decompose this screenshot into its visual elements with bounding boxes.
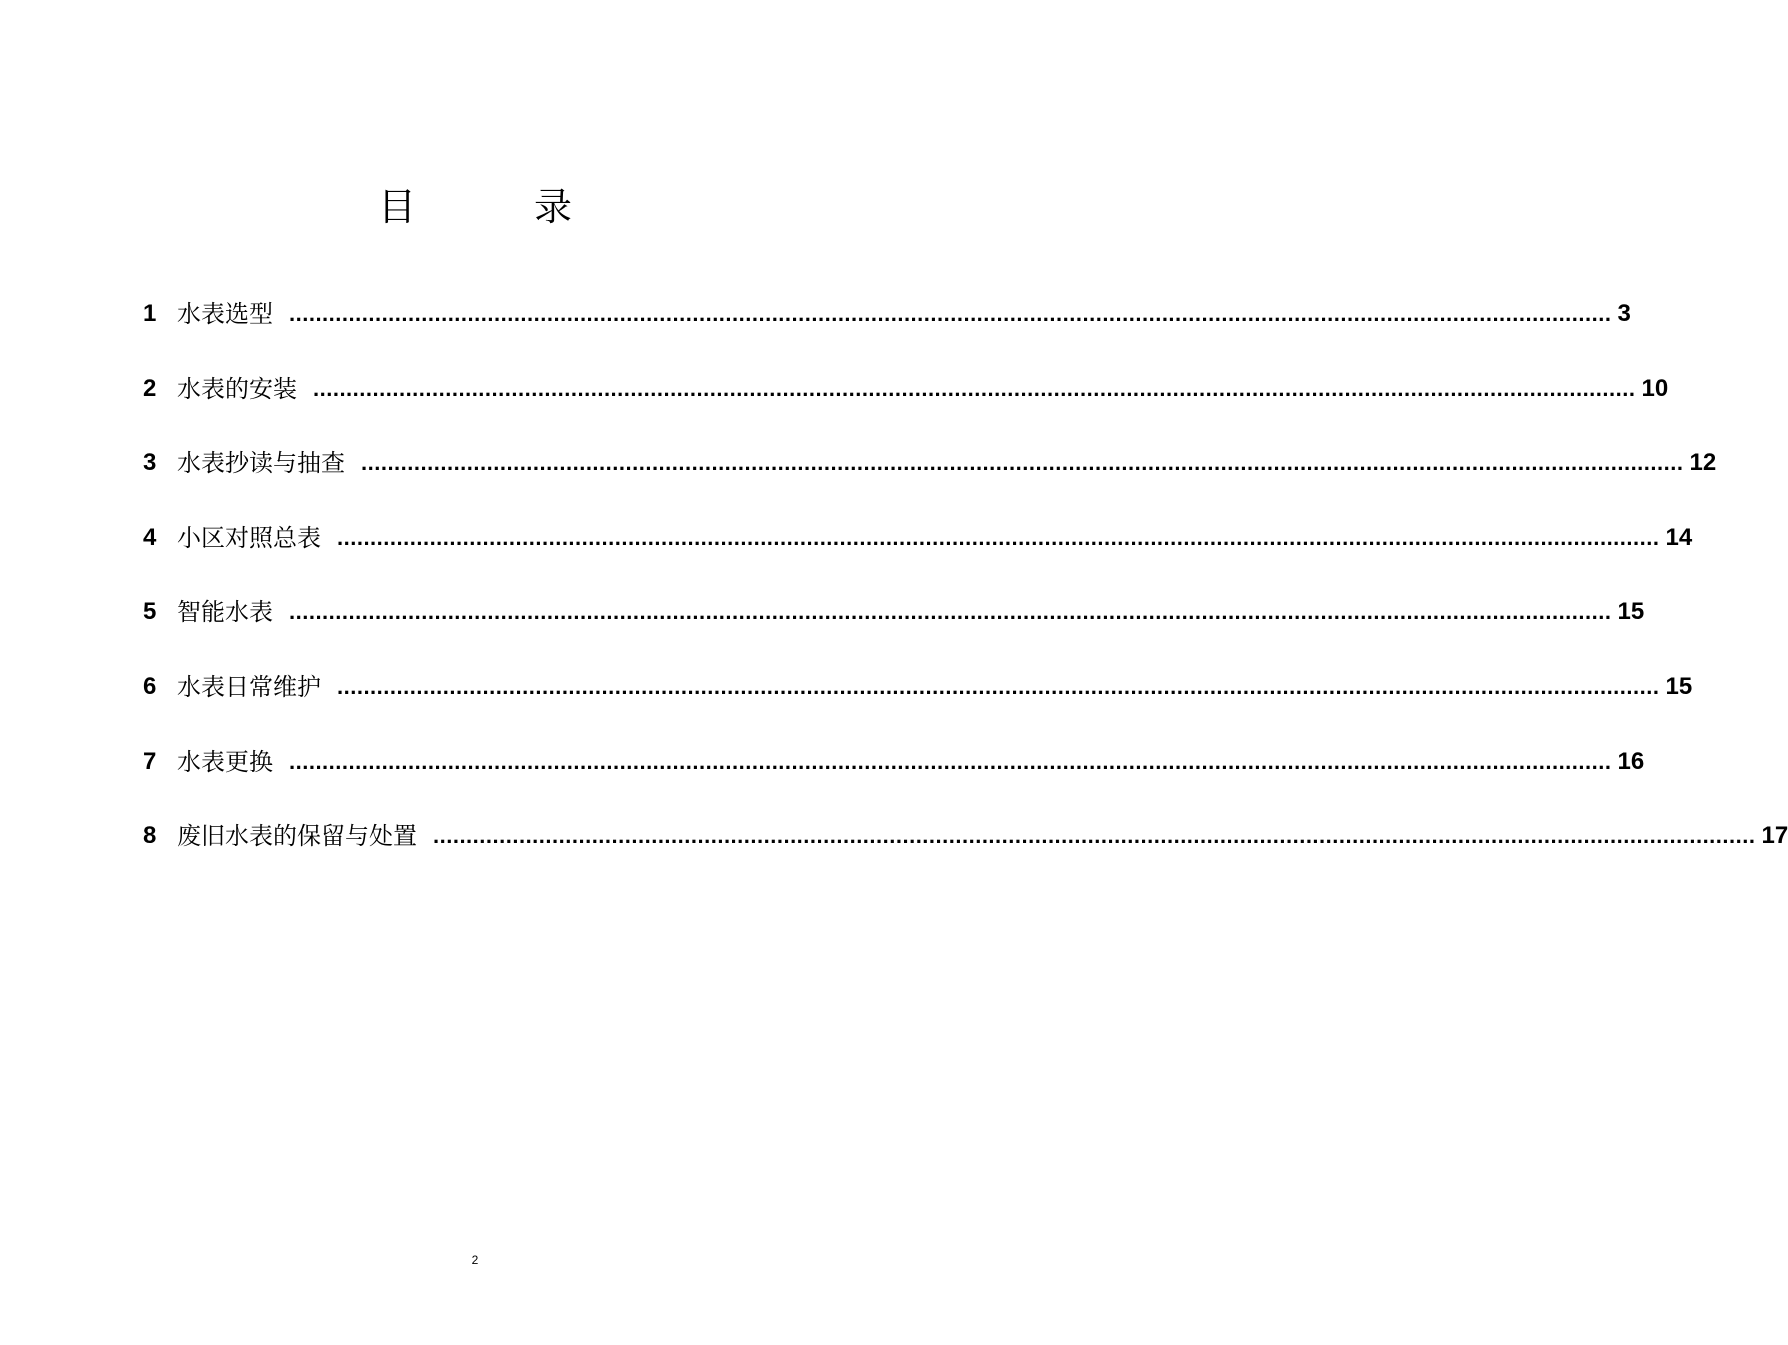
toc-entry[interactable]	[143, 668, 1693, 743]
toc-entry-number: 4	[143, 523, 157, 551]
toc-entry-page: 14	[1665, 523, 1693, 551]
toc-entry-title: 水表抄读与抽查	[177, 449, 345, 478]
toc-entry-number: 8	[143, 822, 157, 850]
toc-entry-title: 智能水表	[177, 598, 273, 627]
toc-entry[interactable]	[143, 444, 1717, 519]
toc-entry-title: 水表选型	[177, 300, 273, 328]
toc-leader-dots: ........................................................................................................................................................................................................	[433, 823, 1756, 849]
toc-leader-dots: ........................................................................................................................................................................................................	[361, 450, 1684, 476]
toc-leader-dots: ........................................................................................................................................................................................................	[289, 301, 1612, 326]
toc-leader-dots: ........................................................................................................................................................................................................	[337, 524, 1660, 550]
toc-entry-title: 水表更换	[177, 747, 273, 776]
toc-entry-number: 2	[143, 374, 157, 402]
toc-entry-page: 17	[1761, 822, 1788, 850]
toc-title: 目 录	[377, 185, 612, 229]
toc-entry-page: 16	[1617, 747, 1645, 775]
toc-entry-page: 12	[1689, 449, 1717, 477]
toc-entry-title: 水表日常维护	[177, 672, 321, 701]
toc-leader-dots: ........................................................................................................................................................................................................	[337, 673, 1660, 699]
toc-entry-title: 水表的安装	[177, 374, 297, 403]
toc-entry-title: 小区对照总表	[177, 523, 321, 552]
toc-entry-title: 废旧水表的保留与处置	[177, 822, 417, 851]
toc-entry[interactable]	[143, 817, 1788, 892]
toc-entry-number: 7	[143, 747, 157, 775]
toc-entry[interactable]	[143, 519, 1693, 594]
toc-entry-page: 3	[1617, 300, 1631, 327]
toc-entry[interactable]	[143, 370, 1669, 445]
toc-entry-number: 1	[143, 300, 157, 327]
toc-entry-page: 10	[1641, 374, 1669, 402]
toc-leader-dots: ........................................................................................................................................................................................................	[313, 375, 1636, 401]
toc-entry-page: 15	[1617, 598, 1645, 626]
toc-entry[interactable]	[143, 743, 1645, 818]
toc-entry[interactable]	[143, 295, 1631, 370]
toc-entry-page: 15	[1665, 672, 1693, 700]
toc-entry[interactable]	[143, 593, 1645, 668]
toc-list	[143, 295, 1788, 892]
page-number: 2	[471, 1253, 479, 1267]
toc-entry-number: 6	[143, 672, 157, 700]
toc-entry-number: 3	[143, 449, 157, 477]
toc-leader-dots: ........................................................................................................................................................................................................	[289, 748, 1612, 774]
toc-leader-dots: ........................................................................................................................................................................................................	[289, 599, 1612, 625]
toc-entry-number: 5	[143, 598, 157, 626]
